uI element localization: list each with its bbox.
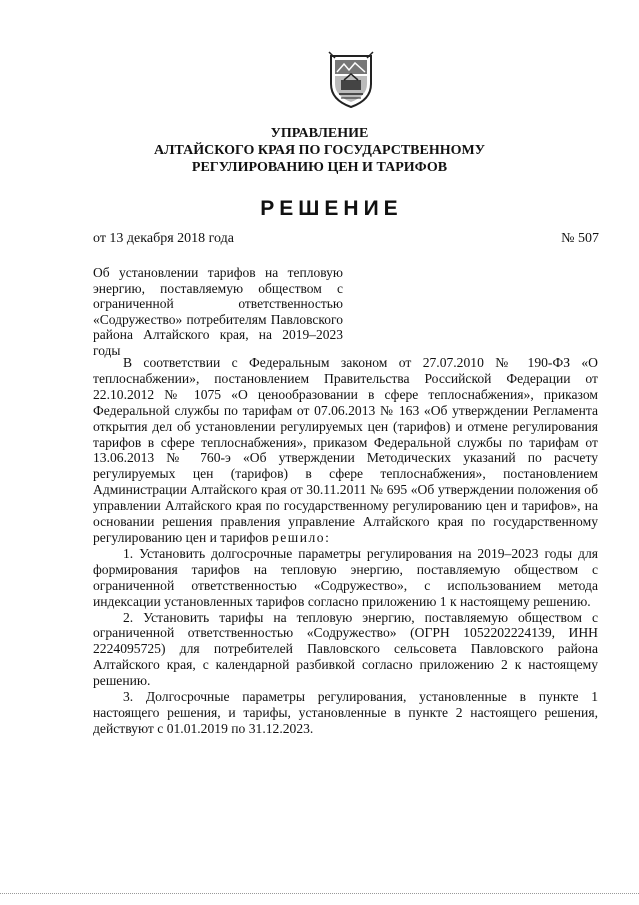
- preamble-paragraph: [93, 355, 598, 546]
- document-subject: Об установлении тарифов на тепловую энергию, поставляемую обществом с ограниченной ответственностью «Содружество» потребителям Павловского района Алтайского края, на 2019–2023 годы: [93, 265, 343, 358]
- item-2-paragraph: 2. Установить тарифы на тепловую энергию, поставляемую обществом с ограниченной ответственностью «Содружество» (ОГРН 1052202224139, ИНН 2224095725) для потребителей Павловского сельсовета Павловского района Алтайского края, с календарной разбивкой согласно приложению 2 к настоящему решению.: [93, 609, 598, 689]
- agency-line-3: РЕГУЛИРОВАНИЮ ЦЕН И ТАРИФОВ: [191, 160, 448, 175]
- document-date: от 13 декабря 2018 года: [93, 231, 234, 246]
- preamble-text: В соответствии с Федеральным законом от 27.07.2010 № 190-ФЗ «О теплоснабжении», постановлением Правительства Российской Федерации от 22.10.2012 № 1075 «О ценообразовании в сфере теплоснабжения», приказом Федеральной службы по тарифам от 07.06.2013 № 163 «Об утверждении Регламента открытия дел об установлении регулируемых цен (тарифов) и отмене регулирования тарифов в сфере теплоснабжения», приказом Федеральной службы по тарифам от 13.06.2013 № 760-э «Об утверждении Методических указаний по расчету регулируемых цен (тарифов) в сфере теплоснабжения», постановлением Администрации Алтайского края от 30.11.2011 № 695 «Об утверждении положения об управлении Алтайского края по государственному регулированию цен и тарифов», на основании решения правления управление Алтайского края по государственному регулированию цен и тарифов: [93, 355, 598, 545]
- agency-line-1: УПРАВЛЕНИЕ: [270, 126, 369, 141]
- altai-coat-of-arms-icon: [327, 50, 375, 110]
- decided-word: решило:: [271, 529, 331, 545]
- agency-name: [0, 125, 639, 176]
- page-bottom-divider: [0, 893, 639, 894]
- item-3-paragraph: 3. Долгосрочные параметры регулирования, установленные в пункте 1 настоящего решения, и тарифы, установленные в пункте 2 настоящего решения, действуют с 01.01.2019 по 31.12.2023.: [93, 689, 598, 736]
- item-1-paragraph: 1. Установить долгосрочные параметры регулирования на 2019–2023 годы для формирования тарифов на тепловую энергию, поставляемую обществом с ограниченной ответственностью «Содружество», с использованием метода индексации установленных тарифов согласно приложению 1 к настоящему решению.: [93, 545, 598, 609]
- agency-line-2: АЛТАЙСКОГО КРАЯ ПО ГОСУДАРСТВЕННОМУ: [154, 143, 485, 158]
- document-number: № 507: [561, 231, 599, 246]
- document-body: [93, 355, 598, 737]
- document-title: РЕШЕНИЕ: [260, 197, 403, 220]
